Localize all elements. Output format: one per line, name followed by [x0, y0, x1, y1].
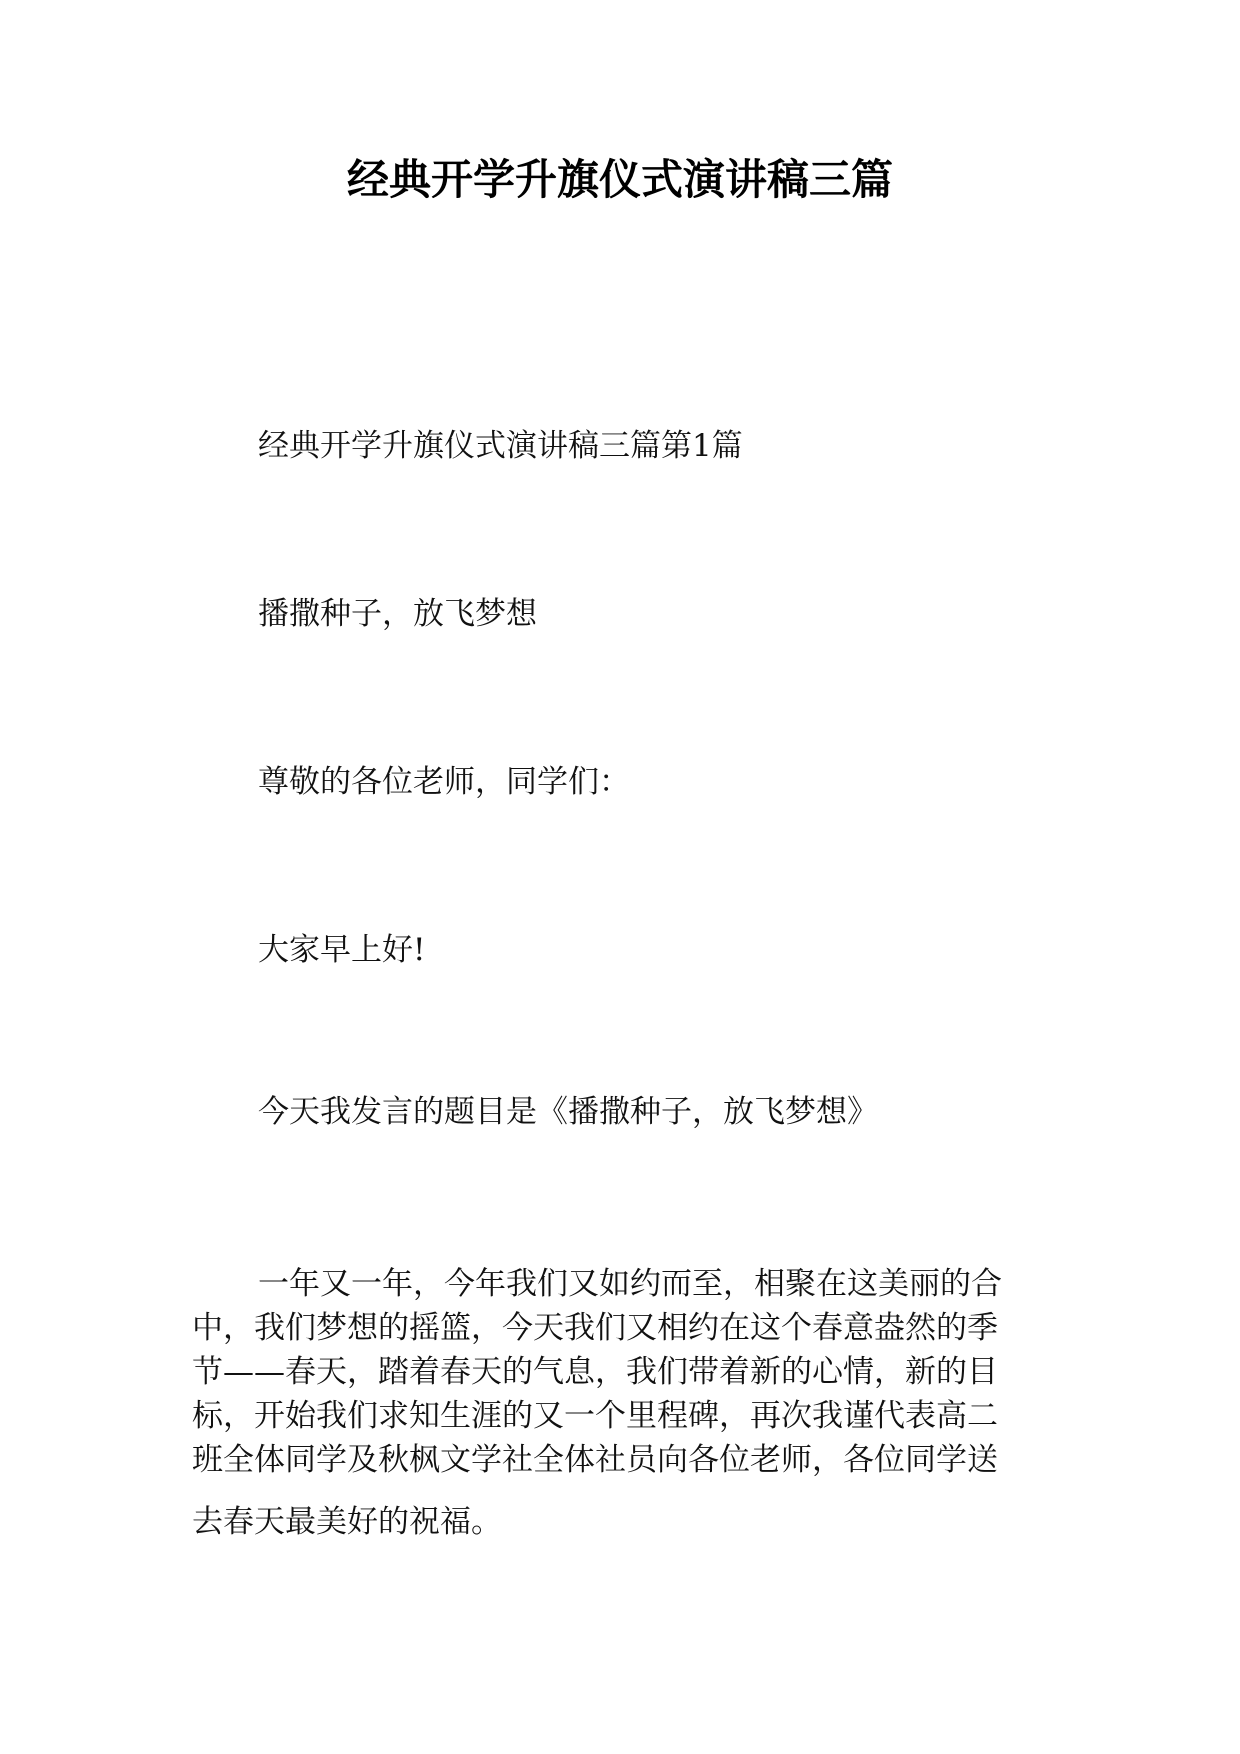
body-paragraph [192, 1262, 1056, 1544]
body-line: 标，开始我们求知生涯的又一个里程碑，再次我谨代表高二 [192, 1398, 998, 1434]
greeting-line: 尊敬的各位老师，同学们： [258, 764, 630, 800]
body-line: 去春天最美好的祝福。 [192, 1504, 502, 1540]
body-line: 班全体同学及秋枫文学社全体社员向各位老师，各位同学送 [192, 1442, 998, 1478]
speech-title: 播撒种子，放飞梦想 [258, 596, 537, 632]
salutation-line: 大家早上好! [258, 932, 426, 968]
body-line: 节——春天，踏着春天的气息，我们带着新的心情，新的目 [192, 1354, 998, 1390]
body-line: 一年又一年，今年我们又如约而至，相聚在这美丽的合 [258, 1266, 1002, 1302]
section-heading: 经典开学升旗仪式演讲稿三篇第1篇 [258, 428, 743, 464]
topic-line: 今天我发言的题目是《播撒种子，放飞梦想》 [258, 1094, 878, 1130]
body-line: 中，我们梦想的摇篮，今天我们又相约在这个春意盎然的季 [192, 1310, 998, 1346]
document-title: 经典开学升旗仪式演讲稿三篇 [346, 155, 893, 204]
